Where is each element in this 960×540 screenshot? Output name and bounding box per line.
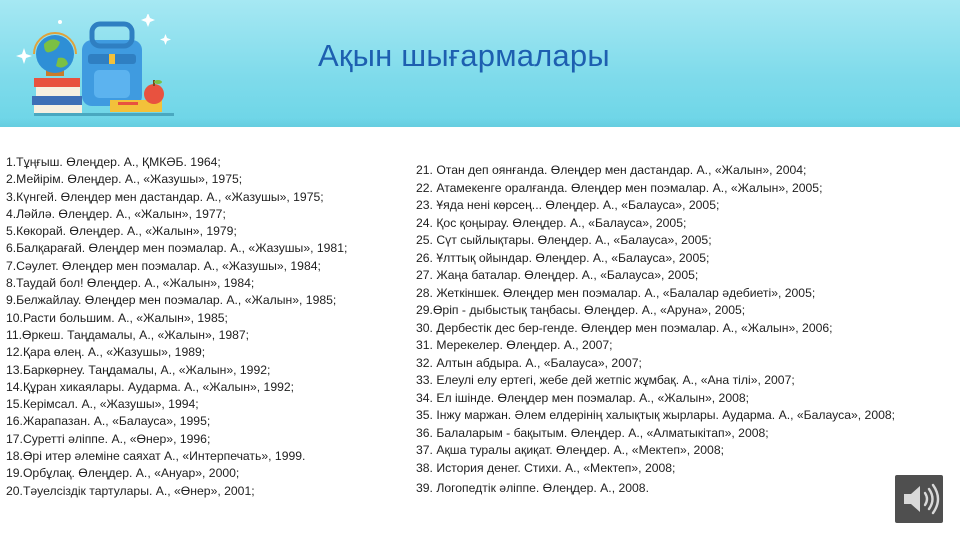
list-item: 16.Жарапазан. А., «Балауса», 1995; <box>6 414 211 429</box>
works-list-left <box>6 154 411 500</box>
list-item: 29.Өріп - дыбыстық таңбасы. Өлеңдер. А., «Аруна», 2005; <box>416 303 746 317</box>
list-item: 6.Балқарағай. Өлеңдер мен поэмалар. А., «Жазушы», 1981; <box>6 241 348 256</box>
list-item: 31. Мерекелер. Өлеңдер. А., 2007; <box>416 338 613 352</box>
list-item: 10.Расти большим. А., «Жалын», 1985; <box>6 310 228 325</box>
list-item: 5.Көкорай. Өлеңдер. А., «Жалын», 1979; <box>6 224 237 239</box>
list-item: 32. Алтын абдыра. А., «Балауса», 2007; <box>416 355 642 370</box>
list-item: 19.Орбұлақ. Өлеңдер. А., «Ануар», 2000; <box>6 466 240 481</box>
list-item: 22. Атамекенге оралғанда. Өлеңдер мен поэмалар. А., «Жалын», 2005; <box>416 180 823 195</box>
list-item: 27. Жаңа баталар. Өлеңдер. А., «Балауса», 2005; <box>416 268 699 282</box>
list-item: 33. Елеулі елу ертегі, жебе дей жетпіс жұмбақ. А., «Ана тілі», 2007; <box>416 373 795 387</box>
list-item: 21. Отан деп оянғанда. Өлеңдер мен дастандар. А., «Жалын», 2004; <box>416 163 807 177</box>
list-item: 39. Логопедтік әліппе. Өлеңдер. А., 2008. <box>416 481 649 495</box>
list-item: 38. История денег. Стихи. А., «Мектеп», 2008; <box>416 460 676 475</box>
list-item: 13.Баркөрнеу. Таңдамалы, А., «Жалын», 1992; <box>6 362 271 377</box>
list-item: 7.Сәулет. Өлеңдер мен поэмалар. А., «Жазушы», 1984; <box>6 258 321 273</box>
school-supplies-icon <box>14 14 174 118</box>
list-item: 34. Ел ішінде. Өлеңдер мен поэмалар. А., «Жалын», 2008; <box>416 390 750 405</box>
list-item: 36. Балаларым - бақытым. Өлеңдер. А., «Алматыкітап», 2008; <box>416 425 769 440</box>
list-item: 2.Мейірім. Өлеңдер. А., «Жазушы», 1975; <box>6 172 243 187</box>
list-item: 37. Ақша туралы ақиқат. Өлеңдер. А., «Мектеп», 2008; <box>416 443 724 457</box>
list-item: 11.Өркеш. Таңдамалы, А., «Жалын», 1987; <box>6 327 250 342</box>
list-item: 8.Таудай бол! Өлеңдер. А., «Жалын», 1984; <box>6 276 255 291</box>
list-item: 9.Белжайлау. Өлеңдер мен поэмалар. А., «Жалын», 1985; <box>6 293 337 308</box>
list-item: 30. Дербестік дес бер-генде. Өлеңдер мен поэмалар. А., «Жалын», 2006; <box>416 320 833 335</box>
list-item: 3.Күнгей. Өлеңдер мен дастандар. А., «Жазушы», 1975; <box>6 189 324 204</box>
list-item: 17.Суретті әліппе. А., «Өнер», 1996; <box>6 431 211 446</box>
list-item: 18.Өрі итер әлеміне саяхат А., «Интерпечать», 1999. <box>6 449 306 464</box>
list-item: 20.Тәуелсіздік тартулары. А., «Өнер», 2001; <box>6 483 255 498</box>
list-item: 24. Қос қоңырау. Өлеңдер. А., «Балауса», 2005; <box>416 215 687 230</box>
slide-header-band <box>0 0 960 127</box>
list-item: 26. Ұлттық ойындар. Өлеңдер. А., «Балауса», 2005; <box>416 250 710 265</box>
list-item: 14.Құран хикаялары. Аударма. А., «Жалын», 1992; <box>6 379 295 394</box>
speaker-icon <box>895 475 943 523</box>
list-item: 23. Ұяда нені көрсең... Өлеңдер. А., «Балауса», 2005; <box>416 198 720 212</box>
list-item: 1.Тұңғыш. Өлеңдер. А., ҚМКӘБ. 1964; <box>6 155 221 169</box>
slide-title: Ақын шығармалары <box>318 38 610 73</box>
list-item: 4.Ләйлә. Өлеңдер. А., «Жалын», 1977; <box>6 206 226 221</box>
list-item: 15.Керімсал. А., «Жазушы», 1994; <box>6 397 199 412</box>
works-list-right <box>416 162 946 498</box>
list-item: 12.Қара өлең. А., «Жазушы», 1989; <box>6 345 206 360</box>
header-shadow <box>0 118 960 127</box>
list-item: 25. Сүт сыйлықтары. Өлеңдер. А., «Балауса», 2005; <box>416 233 712 247</box>
audio-play-button[interactable] <box>895 475 943 523</box>
list-item: 35. Інжу маржан. Әлем елдерінің халықтық жырлары. Аударма. А., «Балауса», 2008; <box>416 408 896 422</box>
list-item: 28. Жеткіншек. Өлеңдер мен поэмалар. А., «Балалар әдебиеті», 2005; <box>416 285 816 300</box>
